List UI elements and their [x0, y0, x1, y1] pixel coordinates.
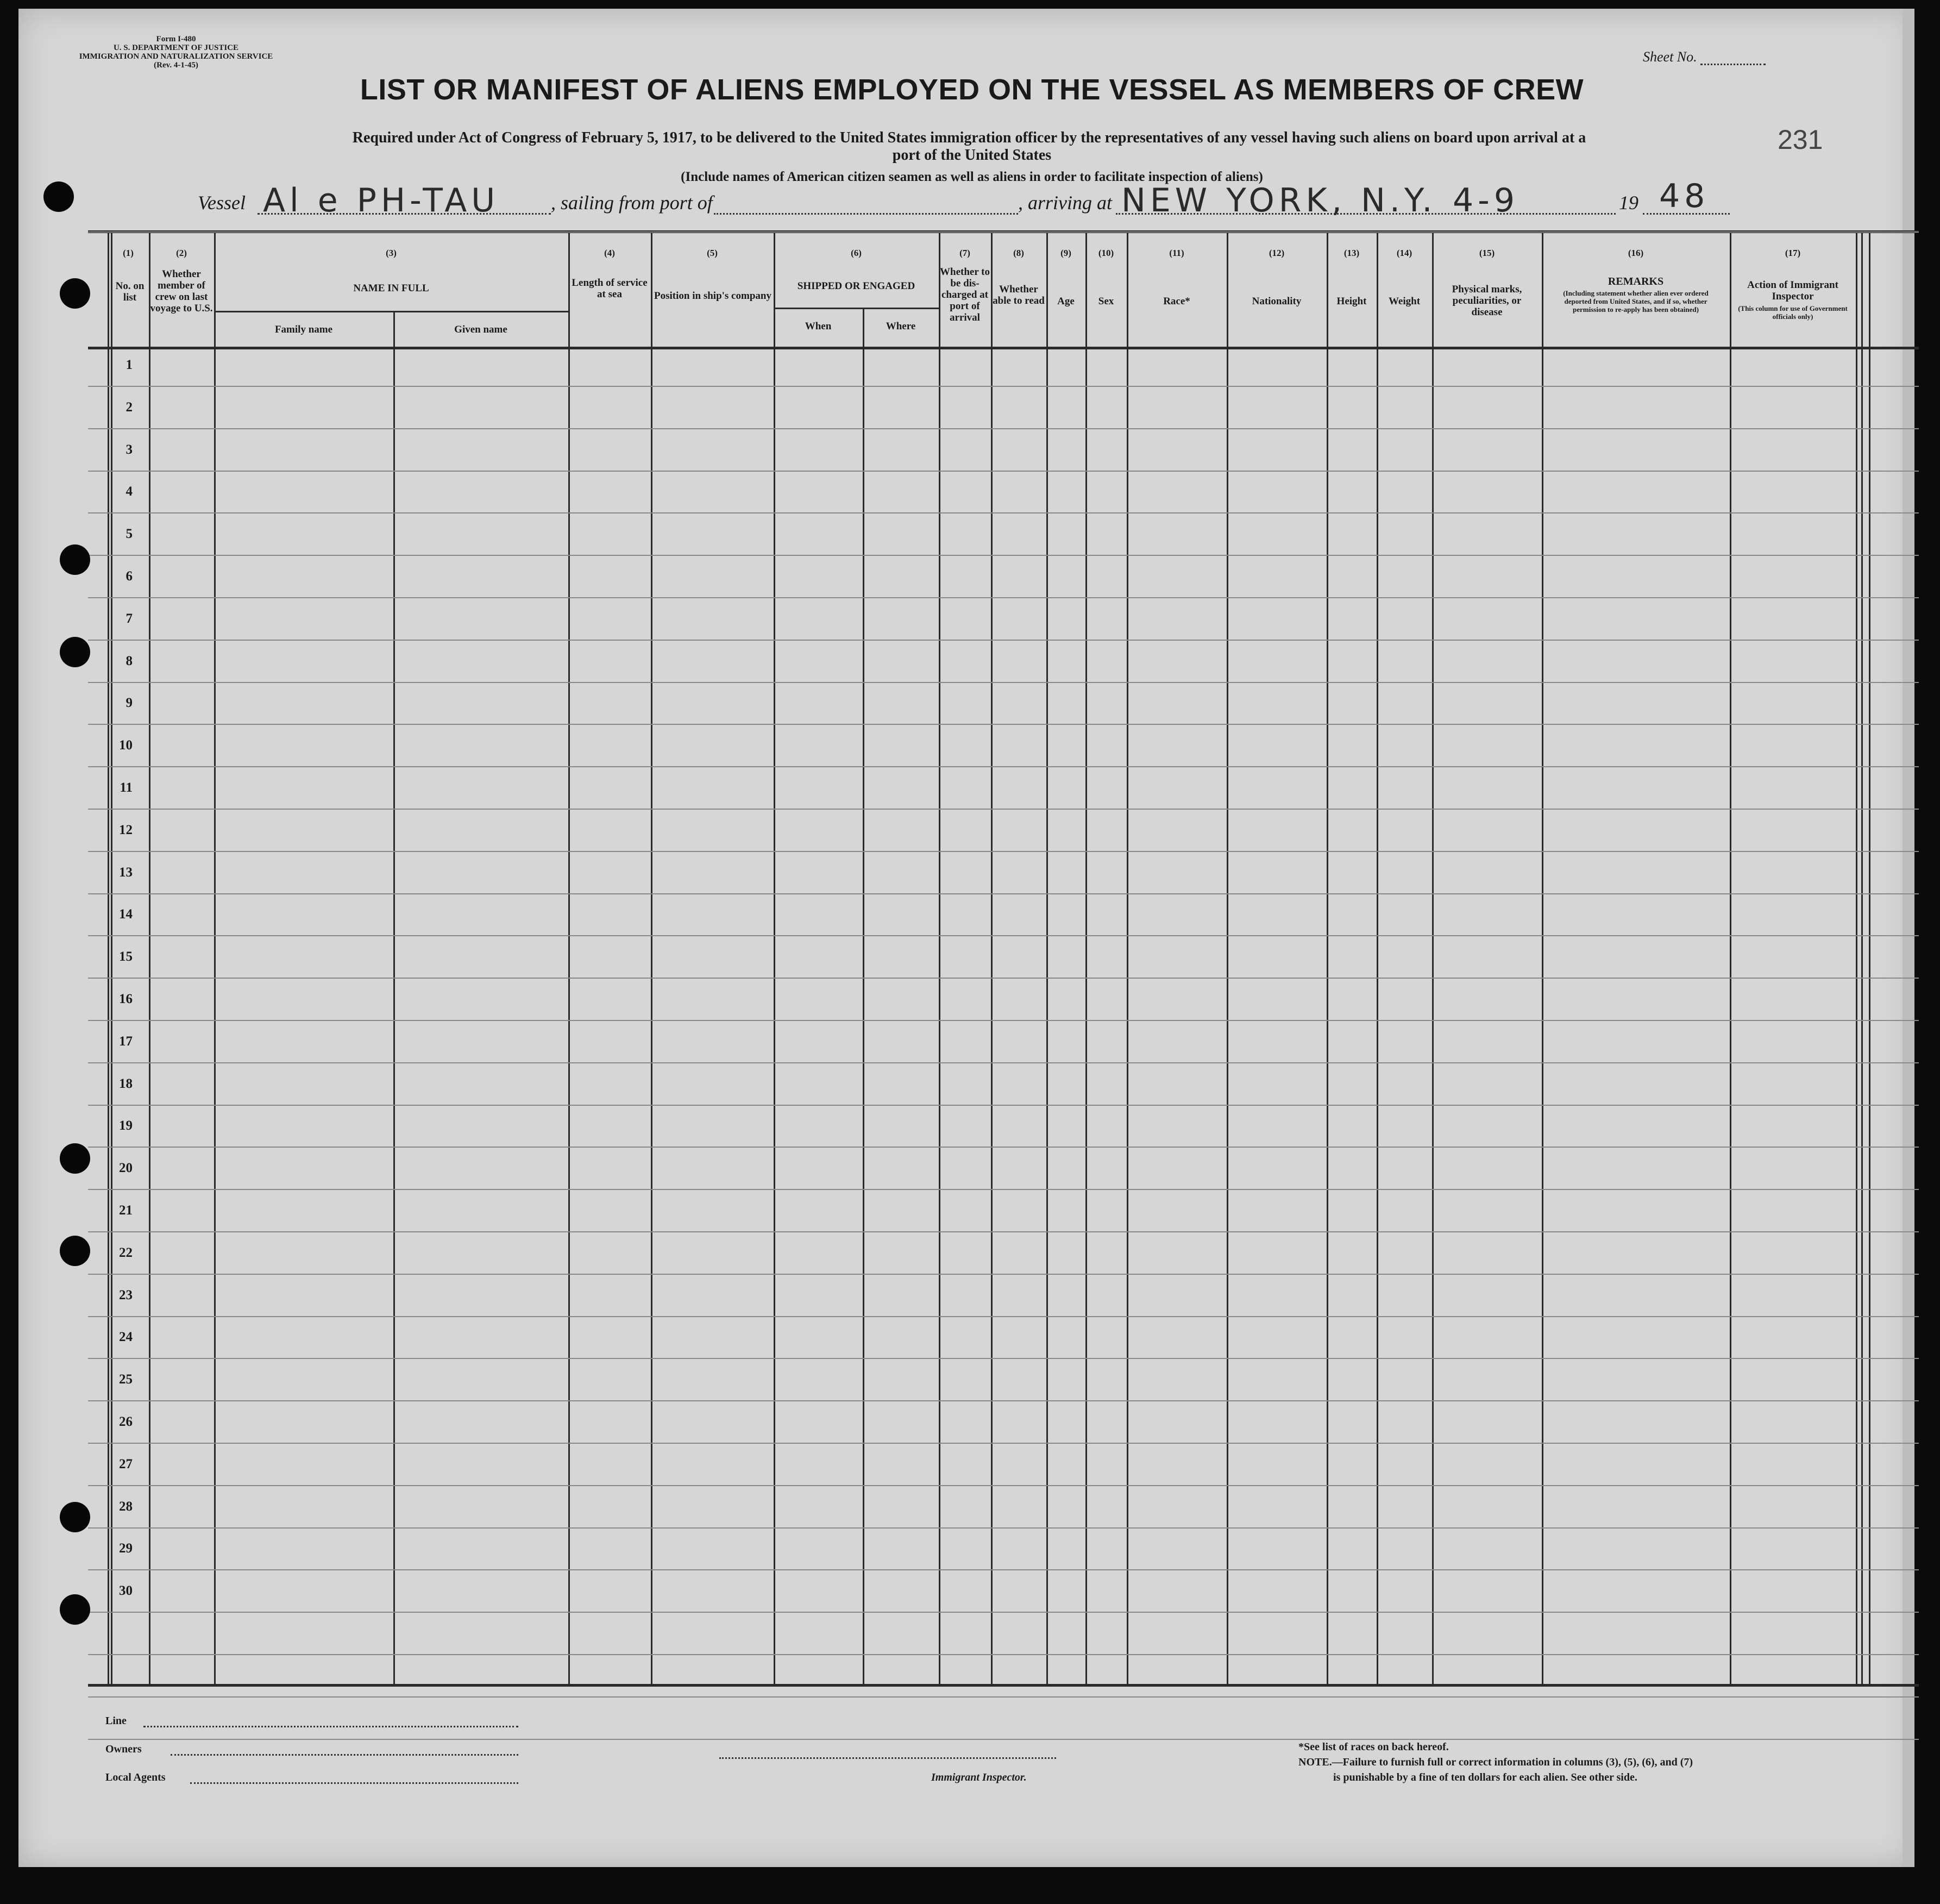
punch-hole — [60, 637, 90, 667]
col-divider — [1085, 230, 1087, 1687]
col-header-given-name: Given name — [454, 324, 507, 335]
line-blank[interactable] — [143, 1726, 518, 1727]
sheet-number — [1643, 49, 1766, 65]
row-number: 5 — [125, 527, 133, 542]
local-agents-blank[interactable] — [190, 1782, 518, 1784]
line-label: Line — [105, 1715, 127, 1727]
col-number: (16) — [1628, 248, 1644, 258]
row-number: 2 — [125, 399, 133, 415]
col-number: (11) — [1169, 248, 1184, 258]
col-number: (7) — [959, 248, 970, 258]
col-number: (3) — [386, 248, 397, 258]
row-rule — [88, 597, 1919, 598]
row-number: 1 — [125, 358, 133, 372]
row-rule — [88, 1358, 1919, 1359]
col-header-where: Where — [886, 321, 916, 332]
inspector-signature-blank[interactable] — [719, 1757, 1056, 1759]
col-number: (1) — [123, 248, 134, 258]
row-rule — [88, 682, 1919, 683]
col-number: (8) — [1013, 248, 1024, 258]
col-divider — [1856, 230, 1857, 1687]
col-divider — [939, 230, 940, 1687]
row-rule — [88, 1062, 1919, 1063]
row-rule — [88, 428, 1919, 429]
col-divider — [1861, 230, 1863, 1687]
col-header-service-length: Length of service at sea — [572, 277, 648, 300]
inspector-label: Immigrant Inspector. — [931, 1771, 1027, 1783]
row-rule — [88, 978, 1919, 979]
row-number: 21 — [119, 1203, 133, 1218]
row-number: 17 — [119, 1034, 133, 1049]
service-name: IMMIGRATION AND NATURALIZATION SERVICE — [79, 52, 273, 61]
shipped-subheader-rule — [774, 308, 939, 309]
col-header-able-to-read: Whether able to read — [993, 284, 1045, 306]
col-header-inspector-note: (This column for use of Government officials only) — [1738, 304, 1848, 321]
stamp-number: 231 — [1778, 124, 1823, 155]
col-divider — [1327, 230, 1328, 1687]
header-bottom-border — [88, 347, 1919, 349]
col-number: (9) — [1060, 248, 1071, 258]
col-header-nationality: Nationality — [1252, 296, 1302, 307]
col-divider — [1730, 230, 1731, 1687]
col-divider — [1542, 230, 1543, 1687]
col-header-remarks-note: (Including statement whether alien ever ordered deported from United States, and if so, whether permission to re-apply has been obtained) — [1563, 289, 1709, 314]
row-rule — [88, 893, 1919, 894]
col-divider — [863, 308, 864, 1687]
row-number: 19 — [119, 1118, 133, 1133]
row-rule — [88, 555, 1919, 556]
row-number: 30 — [119, 1583, 133, 1599]
row-number: 9 — [125, 696, 133, 711]
row-rule — [88, 1696, 1919, 1698]
col-header-number: No. on list — [115, 280, 145, 303]
row-rule — [88, 1612, 1919, 1613]
row-number: 22 — [119, 1245, 133, 1260]
table-bottom-border — [88, 1684, 1919, 1687]
arriving-port-handwritten: NEW YORK, N.Y. — [1121, 181, 1437, 220]
row-rule — [88, 809, 1919, 810]
manifest-sheet — [18, 9, 1914, 1867]
row-rule — [88, 1485, 1919, 1486]
col-header-height: Height — [1336, 296, 1367, 307]
row-number: 16 — [119, 992, 133, 1006]
row-number: 20 — [119, 1161, 133, 1176]
row-number: 6 — [125, 569, 133, 584]
col-header-physical-marks: Physical marks, peculiarities, or disease — [1452, 284, 1522, 318]
col-header-discharged: Whether to be dis-charged at port of arrival — [940, 266, 990, 323]
row-rule — [88, 512, 1919, 513]
department-name: U. S. DEPARTMENT OF JUSTICE — [113, 43, 239, 52]
revision-date: (Rev. 4-1-45) — [154, 61, 198, 70]
col-header-family-name: Family name — [274, 324, 333, 335]
row-rule — [88, 1274, 1919, 1275]
col-divider — [149, 230, 150, 1687]
row-number: 8 — [125, 653, 133, 668]
col-header-remarks: REMARKS — [1608, 275, 1664, 287]
col-number: (15) — [1479, 248, 1495, 258]
col-divider — [1227, 230, 1228, 1687]
row-number: 29 — [119, 1541, 133, 1556]
row-number: 11 — [120, 780, 133, 795]
col-number: (6) — [851, 248, 862, 258]
col-header-race: Race* — [1163, 296, 1190, 307]
col-number: (2) — [176, 248, 187, 258]
row-rule — [88, 231, 1919, 233]
row-number: 3 — [125, 442, 133, 457]
col-number: (10) — [1098, 248, 1114, 258]
sheet-number-blank[interactable] — [1700, 64, 1766, 65]
year-prefix: 19 — [1619, 192, 1638, 214]
row-rule — [88, 471, 1919, 472]
col-divider — [1127, 230, 1128, 1687]
col-header-when: When — [805, 321, 832, 332]
row-rule — [88, 724, 1919, 725]
row-rule — [88, 1020, 1919, 1021]
punch-hole — [60, 278, 90, 309]
col-number: (14) — [1396, 248, 1412, 258]
row-rule — [88, 1400, 1919, 1401]
subtitle-requirement: Required under Act of Congress of February 5, 1917, to be delivered to the United States immigration officer by the representatives of any vessel having such aliens on board upon arrival at a — [352, 129, 1586, 146]
row-rule — [88, 1105, 1919, 1106]
punch-hole — [60, 1143, 90, 1174]
col-header-age: Age — [1057, 296, 1075, 307]
owners-blank[interactable] — [171, 1754, 518, 1756]
row-rule — [88, 766, 1919, 767]
arrival-date-handwritten: 4-9 — [1453, 181, 1519, 220]
row-number: 14 — [119, 907, 133, 922]
col-header-shipped: SHIPPED OR ENGAGED — [797, 280, 915, 292]
row-rule — [88, 935, 1919, 936]
col-divider — [393, 311, 395, 1687]
page-title: LIST OR MANIFEST OF ALIENS EMPLOYED ON THE VESSEL AS MEMBERS OF CREW — [360, 73, 1584, 106]
row-rule — [88, 1527, 1919, 1529]
col-header-position: Position in ship's company — [654, 290, 771, 302]
punch-hole — [60, 544, 90, 575]
row-number: 12 — [119, 822, 133, 837]
penalty-note-1: NOTE.—Failure to furnish full or correct information in columns (3), (5), (6), and (7) — [1298, 1756, 1693, 1768]
col-divider — [1377, 230, 1378, 1687]
col-number: (5) — [707, 248, 718, 258]
col-divider — [774, 230, 775, 1687]
row-number: 7 — [125, 611, 133, 626]
row-rule — [88, 1569, 1919, 1570]
row-number: 26 — [119, 1414, 133, 1429]
row-rule — [88, 386, 1919, 387]
row-number: 18 — [119, 1076, 133, 1091]
col-number: (17) — [1785, 248, 1801, 258]
row-number: 23 — [119, 1287, 133, 1302]
row-rule — [88, 1739, 1919, 1740]
form-identification — [78, 35, 274, 70]
col-divider — [651, 230, 652, 1687]
row-number: 13 — [119, 865, 133, 880]
row-rule — [88, 1147, 1919, 1148]
row-rule — [88, 1443, 1919, 1444]
punch-hole — [60, 1594, 90, 1625]
col-header-last-voyage: Whether member of crew on last voyage to U.S. — [150, 268, 213, 314]
col-divider — [568, 230, 570, 1687]
row-rule — [88, 640, 1919, 641]
row-rule — [88, 1189, 1919, 1190]
row-number: 4 — [125, 484, 133, 499]
row-number: 27 — [119, 1456, 133, 1471]
row-rule — [88, 1231, 1919, 1232]
row-number: 28 — [119, 1499, 133, 1514]
row-number: 24 — [119, 1330, 133, 1345]
owners-label: Owners — [105, 1743, 142, 1755]
row-rule — [88, 1316, 1919, 1317]
subtitle-port: port of the United States — [892, 147, 1052, 164]
row-number: 15 — [119, 949, 133, 964]
sailing-label: , sailing from port of — [551, 192, 713, 214]
col-header-inspector-action: Action of Immigrant Inspector — [1747, 279, 1838, 302]
col-number: (13) — [1343, 248, 1360, 258]
subtitle-instruction: (Include names of American citizen seamen as well as aliens in order to facilitate inspection of aliens) — [681, 170, 1263, 184]
col-header-weight: Weight — [1388, 296, 1421, 307]
col-header-name: NAME IN FULL — [353, 283, 429, 294]
punch-hole — [60, 1236, 90, 1266]
year-handwritten: 48 — [1659, 177, 1710, 215]
name-subheader-rule — [214, 311, 568, 312]
col-header-sex: Sex — [1098, 296, 1114, 307]
row-rule — [88, 851, 1919, 852]
local-agents-label: Local Agents — [105, 1771, 166, 1783]
penalty-note-2: is punishable by a fine of ten dollars for each alien. See other side. — [1333, 1771, 1637, 1783]
col-number: (12) — [1269, 248, 1285, 258]
row-rule — [88, 1654, 1919, 1655]
sheet-number-label: Sheet No. — [1643, 49, 1697, 65]
row-number: 10 — [119, 738, 133, 753]
arriving-label: , arriving at — [1018, 192, 1113, 214]
punch-hole — [43, 181, 74, 212]
col-divider — [991, 230, 993, 1687]
punch-hole — [60, 1502, 90, 1532]
vessel-label: Vessel — [198, 192, 246, 214]
form-number: Form I-480 — [156, 35, 196, 43]
sailing-port-blank[interactable] — [714, 213, 1018, 215]
col-divider — [1869, 230, 1870, 1687]
crew-table — [88, 230, 1924, 1687]
col-divider — [214, 230, 216, 1687]
row-number: 25 — [119, 1372, 133, 1387]
race-note: *See list of races on back hereof. — [1298, 1741, 1449, 1753]
col-divider — [1046, 230, 1048, 1687]
col-number: (4) — [604, 248, 615, 258]
col-divider — [1432, 230, 1434, 1687]
vessel-name-handwritten: Al e PH-TAU — [263, 181, 500, 220]
